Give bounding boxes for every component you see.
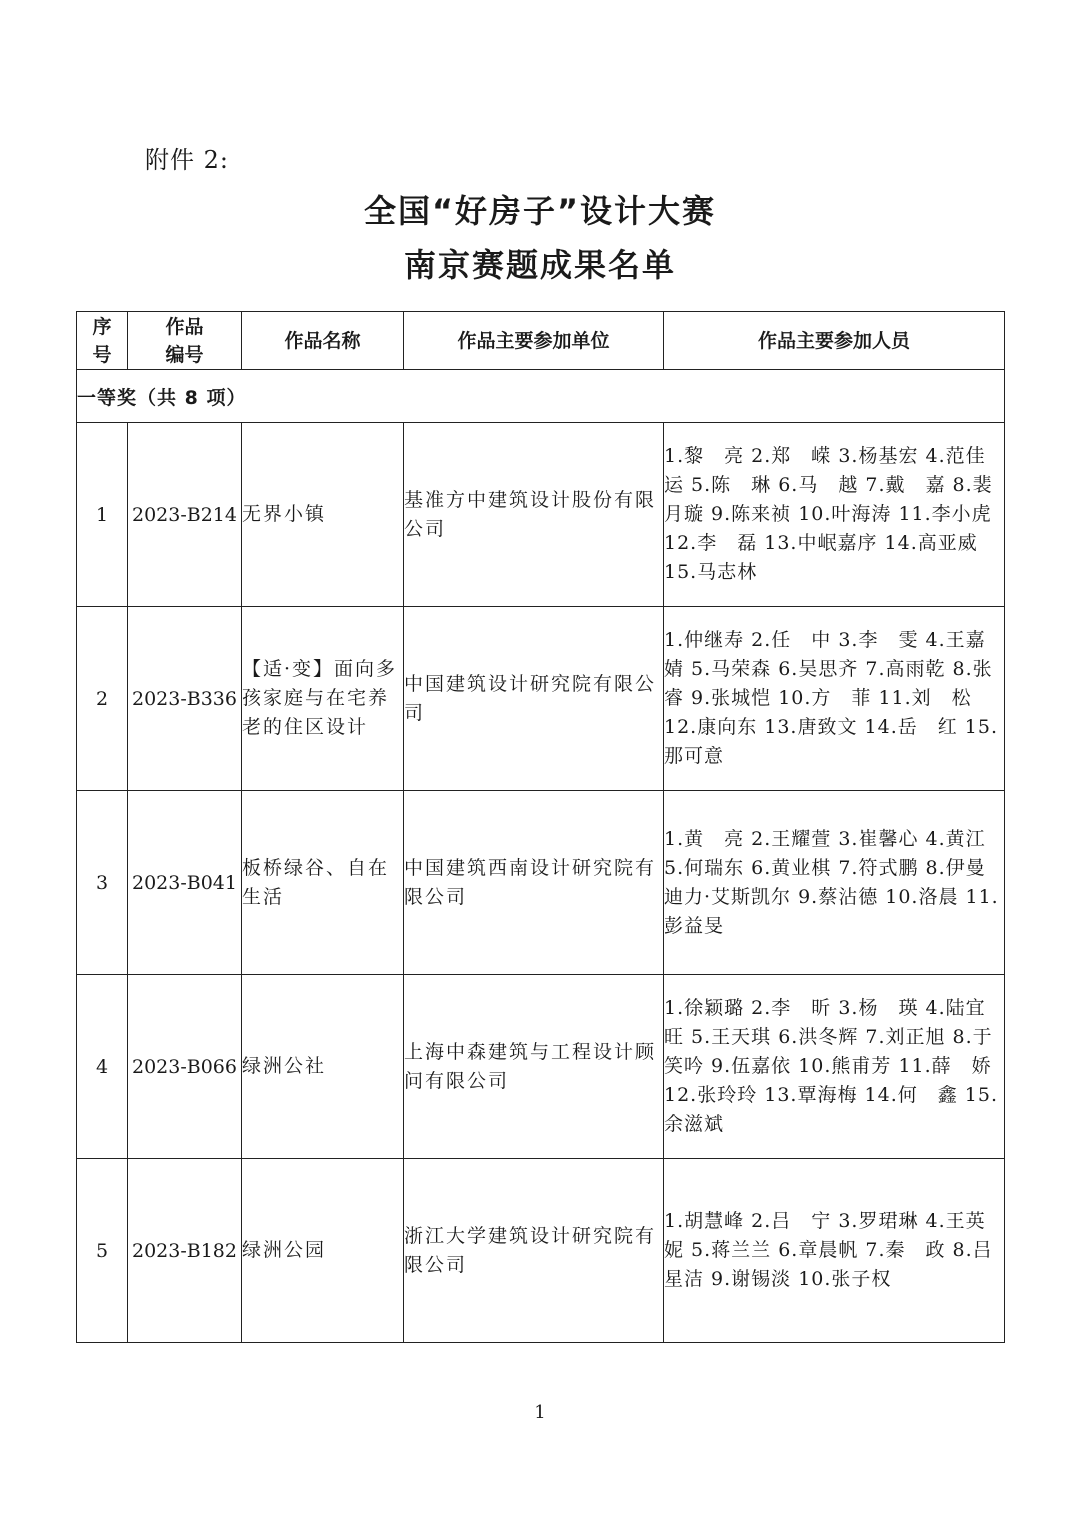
table-row	[77, 1159, 1005, 1343]
row-work-name: 绿洲公园	[242, 1159, 404, 1343]
row-number: 4	[77, 975, 128, 1159]
section-title: 一等奖（共 8 项）	[77, 370, 1005, 423]
row-people: 1.徐颖璐 2.李 昕 3.杨 瑛 4.陆宜旺 5.王天琪 6.洪冬辉 7.刘正旭 8.于笑吟 9.伍嘉依 10.熊甫芳 11.薛 娇 12.张玲玲 13.覃海梅 14.何 鑫 15.余滋斌	[664, 975, 1005, 1159]
row-people: 1.胡慧峰 2.吕 宁 3.罗珺琳 4.王英妮 5.蒋兰兰 6.章晨帆 7.秦 政 8.吕星洁 9.谢锡淡 10.张子权	[664, 1159, 1005, 1343]
row-unit: 基准方中建筑设计股份有限公司	[404, 423, 664, 607]
row-number: 1	[77, 423, 128, 607]
header-unit: 作品主要参加单位	[404, 312, 664, 370]
row-code: 2023-B066	[128, 975, 242, 1159]
table-row	[77, 423, 1005, 607]
row-unit: 中国建筑西南设计研究院有限公司	[404, 791, 664, 975]
page-number: 1	[534, 1402, 546, 1423]
row-number: 3	[77, 791, 128, 975]
row-number: 2	[77, 607, 128, 791]
header-num: 序号	[77, 312, 128, 370]
row-code: 2023-B182	[128, 1159, 242, 1343]
header-name: 作品名称	[242, 312, 404, 370]
table-row	[77, 607, 1005, 791]
table-header-row	[77, 312, 1005, 370]
row-work-name: 绿洲公社	[242, 975, 404, 1159]
row-unit: 浙江大学建筑设计研究院有限公司	[404, 1159, 664, 1343]
header-code: 作品编号	[128, 312, 242, 370]
row-people: 1.黎 亮 2.郑 嵘 3.杨基宏 4.范佳运 5.陈 琳 6.马 越 7.戴 嘉 8.裴月璇 9.陈来祯 10.叶海涛 11.李小虎 12.李 磊 13.中岷嘉序 14.高亚威 15.马志林	[664, 423, 1005, 607]
document-subtitle: 南京赛题成果名单	[403, 246, 676, 284]
table-row	[77, 791, 1005, 975]
section-row	[77, 370, 1005, 423]
row-unit: 上海中森建筑与工程设计顾问有限公司	[404, 975, 664, 1159]
attachment-label: 附件 2:	[145, 146, 229, 174]
row-work-name: 板桥绿谷、自在生活	[242, 791, 404, 975]
row-code: 2023-B041	[128, 791, 242, 975]
row-people: 1.仲继寿 2.任 中 3.李 雯 4.王嘉婧 5.马荣森 6.吴思齐 7.高雨乾 8.张睿 9.张城恺 10.方 菲 11.刘 松 12.康向东 13.唐致文 14.岳 红 15.那可意	[664, 607, 1005, 791]
row-work-name: 无界小镇	[242, 423, 404, 607]
row-code: 2023-B336	[128, 607, 242, 791]
row-number: 5	[77, 1159, 128, 1343]
header-people: 作品主要参加人员	[664, 312, 1005, 370]
table-row	[77, 975, 1005, 1159]
document-title: 全国“好房子”设计大赛	[363, 192, 717, 230]
row-unit: 中国建筑设计研究院有限公司	[404, 607, 664, 791]
row-work-name: 【适·变】面向多孩家庭与在宅养老的住区设计	[242, 607, 404, 791]
results-table	[76, 311, 1005, 1343]
row-code: 2023-B214	[128, 423, 242, 607]
row-people: 1.黄 亮 2.王耀萱 3.崔馨心 4.黄江 5.何瑞东 6.黄业棋 7.符式鹏 8.伊曼迪力·艾斯凯尔 9.蔡沾德 10.洛晨 11.彭益旻	[664, 791, 1005, 975]
